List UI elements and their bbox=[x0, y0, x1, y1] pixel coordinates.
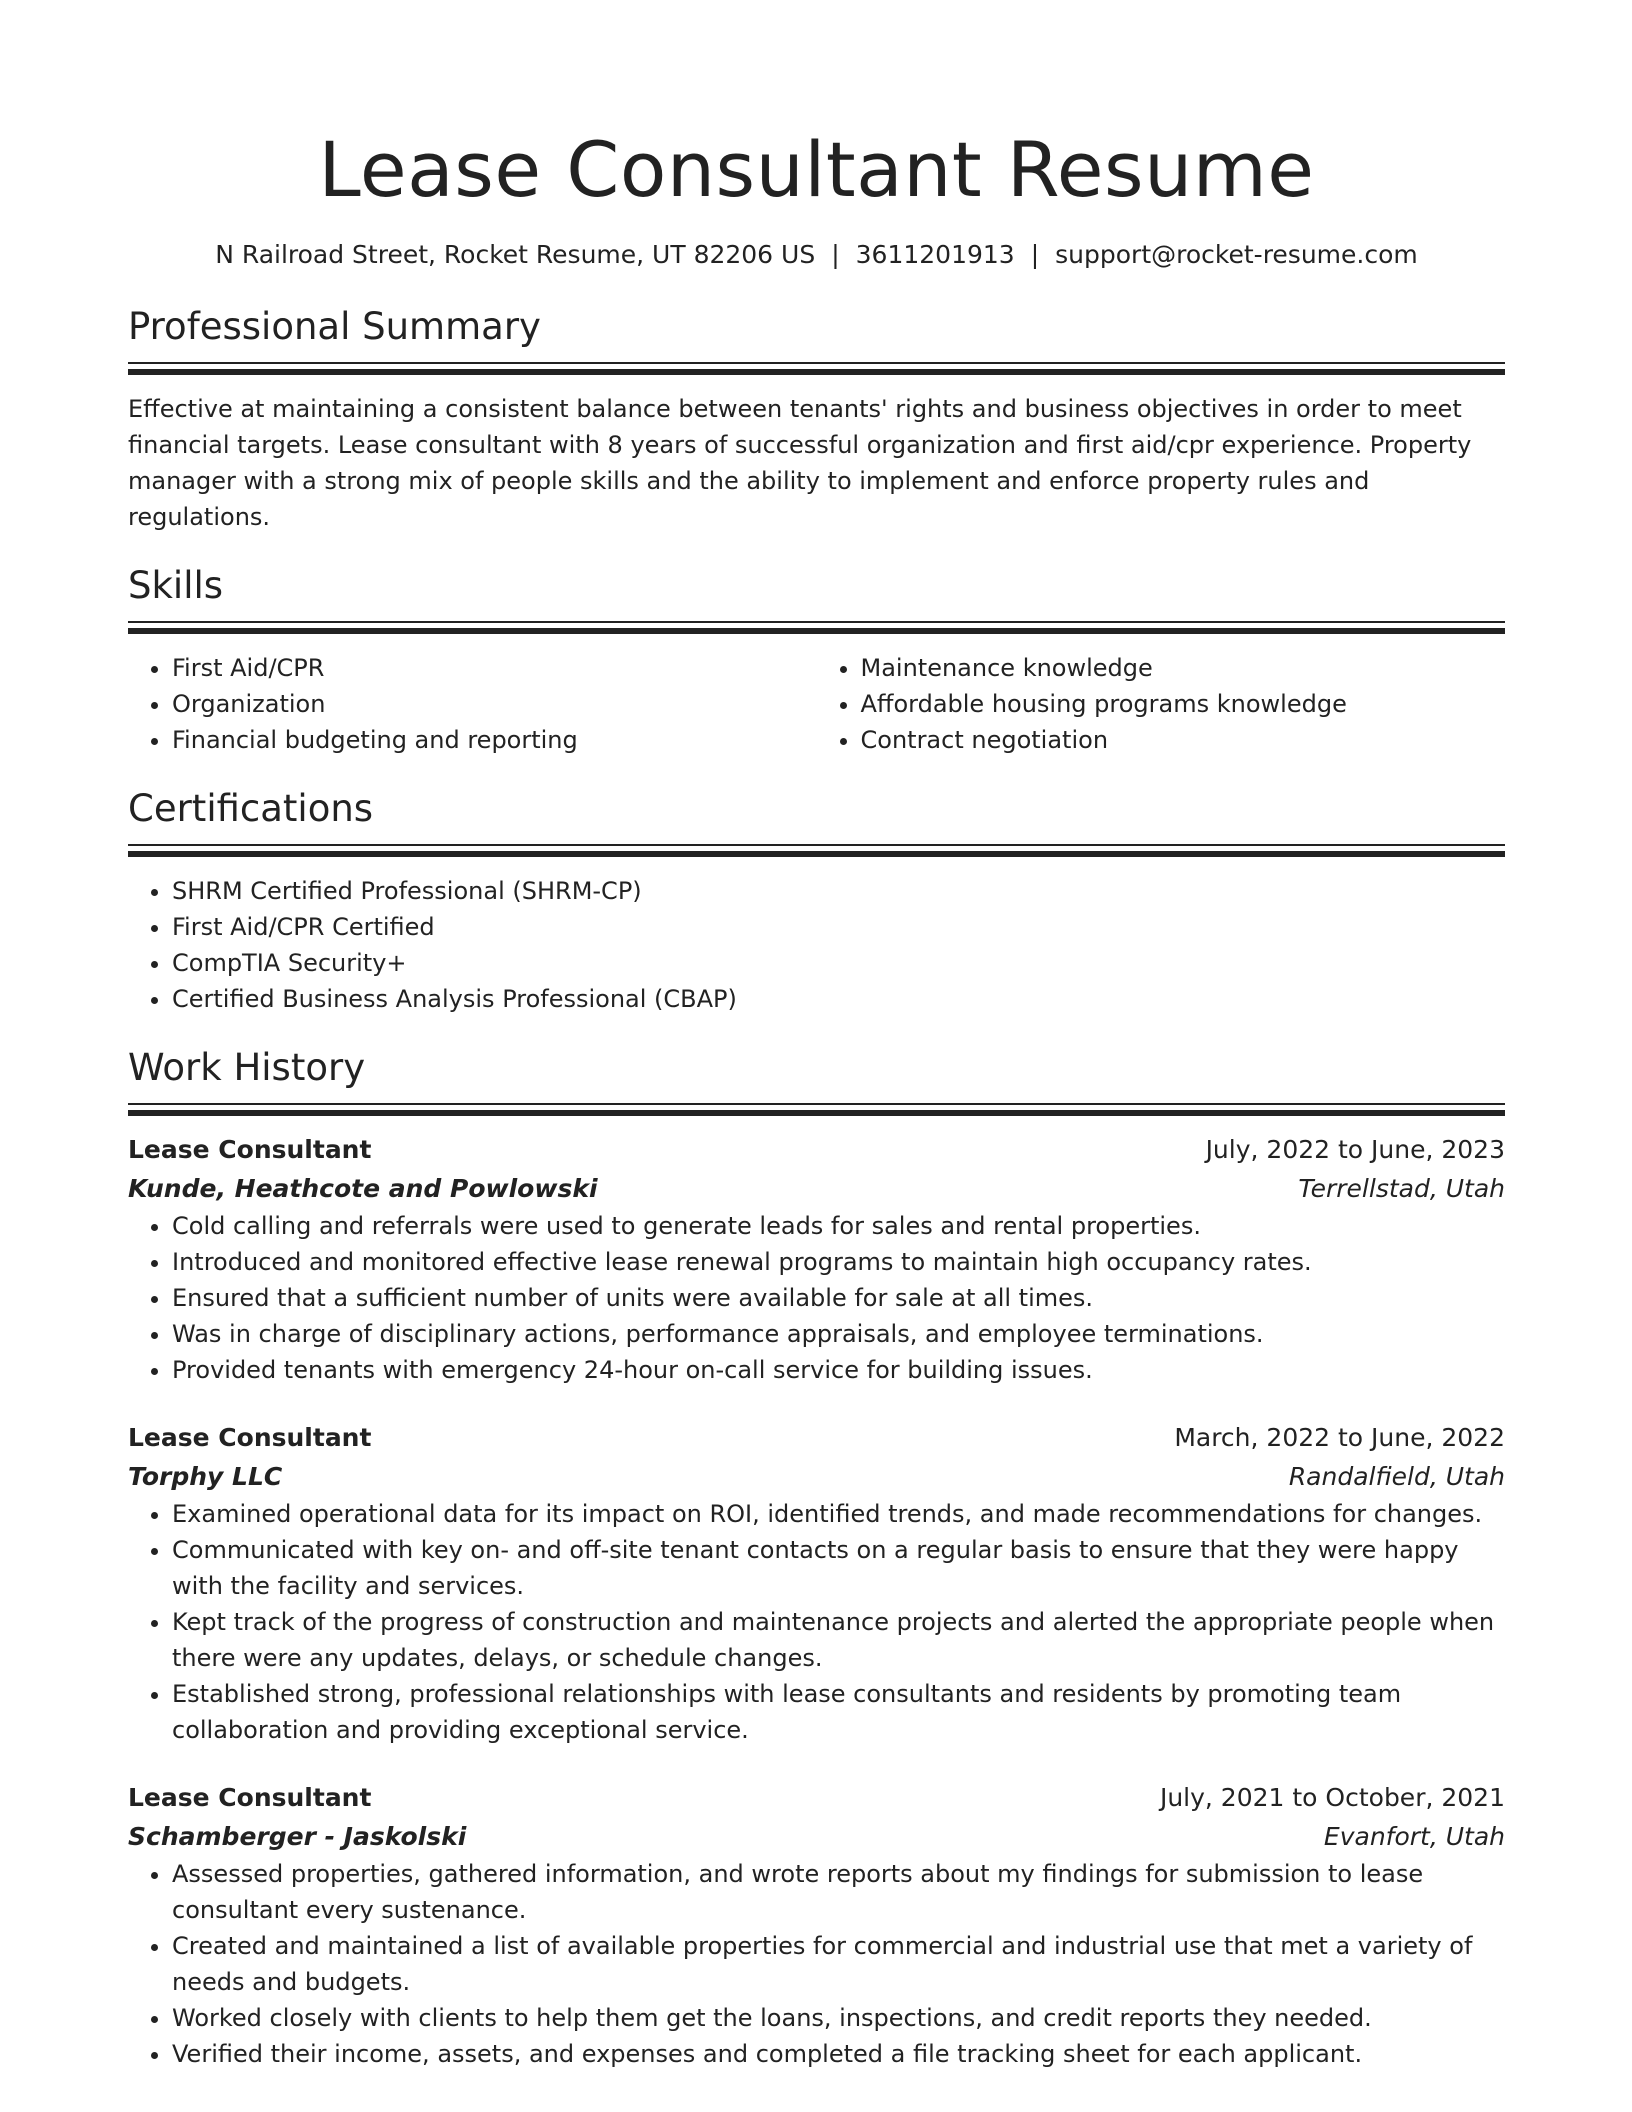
section-heading: Certifications bbox=[128, 787, 374, 830]
job-bullet: • Worked closely with clients to help them get the loans, inspections, and credit reports they needed. bbox=[172, 2000, 1505, 2036]
skills-columns bbox=[128, 650, 1505, 758]
job-bullet: • Provided tenants with emergency 24-hour on-call service for building issues. bbox=[172, 1352, 1505, 1388]
job-company: Torphy LLC bbox=[128, 1462, 283, 1491]
job-bullets bbox=[128, 1856, 1505, 2072]
skill-item: • First Aid/CPR bbox=[172, 650, 817, 686]
job-bullet: • Kept track of the progress of construction and maintenance projects and alerted the appropriate people when there were any updates, delays, or schedule changes. bbox=[172, 1604, 1505, 1676]
certification-item: • SHRM Certified Professional (SHRM-CP) bbox=[172, 873, 1505, 909]
work-history-section bbox=[128, 1043, 1505, 2072]
job-subheader bbox=[128, 1458, 1505, 1496]
section-divider bbox=[128, 362, 1505, 375]
job-subheader bbox=[128, 1170, 1505, 1208]
job-bullet: • Created and maintained a list of available properties for commercial and industrial use that met a variety of needs and budgets. bbox=[172, 1928, 1505, 2000]
job-title: Lease Consultant bbox=[128, 1423, 372, 1452]
job-company: Schamberger - Jaskolski bbox=[128, 1822, 467, 1851]
contact-separator: | bbox=[831, 240, 840, 269]
contact-separator: | bbox=[1030, 240, 1040, 269]
skill-item: • Affordable housing programs knowledge bbox=[861, 686, 1506, 722]
section-divider bbox=[128, 621, 1505, 634]
job-entry bbox=[128, 1418, 1505, 1748]
page-title: Lease Consultant Resume bbox=[318, 125, 1315, 214]
section-divider bbox=[128, 844, 1505, 857]
job-header bbox=[128, 1778, 1505, 1818]
job-header bbox=[128, 1418, 1505, 1458]
job-bullet: • Established strong, professional relationships with lease consultants and residents by promoting team collaboration and providing exceptional service. bbox=[172, 1676, 1505, 1748]
job-dates: March, 2022 to June, 2022 bbox=[1174, 1423, 1505, 1452]
certification-item: • Certified Business Analysis Professional (CBAP) bbox=[172, 981, 1505, 1017]
job-bullet: • Examined operational data for its impact on ROI, identified trends, and made recommendations for changes. bbox=[172, 1496, 1505, 1532]
job-location: Terrellstad, Utah bbox=[1298, 1174, 1505, 1203]
section-divider bbox=[128, 1103, 1505, 1116]
job-bullet: • Communicated with key on- and off-site tenant contacts on a regular basis to ensure that they were happy with the facility and services. bbox=[172, 1532, 1505, 1604]
skill-item: • Contract negotiation bbox=[861, 722, 1506, 758]
job-title: Lease Consultant bbox=[128, 1135, 372, 1164]
summary-text: Effective at maintaining a consistent balance between tenants' rights and business objectives in order to meet financial targets. Lease consultant with 8 years of successful organization and first aid/cpr experience. Property manager with a strong mix of people skills and the ability to implement and enforce property rules and regulations. bbox=[128, 395, 1472, 531]
job-entry bbox=[128, 1778, 1505, 2072]
skill-item: • Organization bbox=[172, 686, 817, 722]
job-dates: July, 2022 to June, 2023 bbox=[1205, 1135, 1505, 1164]
job-bullet: • Cold calling and referrals were used to generate leads for sales and rental properties. bbox=[172, 1208, 1505, 1244]
certifications-list bbox=[128, 873, 1505, 1017]
section-heading: Professional Summary bbox=[128, 305, 541, 348]
contact-address: N Railroad Street, Rocket Resume, UT 82206 US bbox=[215, 240, 816, 269]
certifications-section bbox=[128, 784, 1505, 1017]
job-company: Kunde, Heathcote and Powlowski bbox=[128, 1174, 598, 1203]
job-subheader bbox=[128, 1818, 1505, 1856]
skill-item: • Maintenance knowledge bbox=[861, 650, 1506, 686]
job-bullets bbox=[128, 1496, 1505, 1748]
job-bullet: • Introduced and monitored effective lease renewal programs to maintain high occupancy rates. bbox=[172, 1244, 1505, 1280]
job-location: Randalfield, Utah bbox=[1288, 1462, 1505, 1491]
summary-section bbox=[128, 302, 1505, 535]
job-bullet: • Assessed properties, gathered information, and wrote reports about my findings for submission to lease consultant every sustenance. bbox=[172, 1856, 1505, 1928]
job-entry bbox=[128, 1130, 1505, 1388]
contact-email: support@rocket-resume.com bbox=[1055, 240, 1418, 269]
skills-list-left bbox=[128, 650, 817, 758]
skills-section bbox=[128, 561, 1505, 758]
section-heading: Skills bbox=[128, 564, 224, 607]
contact-line bbox=[128, 238, 1505, 272]
job-dates: July, 2021 to October, 2021 bbox=[1159, 1783, 1505, 1812]
certification-item: • CompTIA Security+ bbox=[172, 945, 1505, 981]
job-header bbox=[128, 1130, 1505, 1170]
job-bullets bbox=[128, 1208, 1505, 1388]
contact-phone: 3611201913 bbox=[855, 240, 1015, 269]
job-bullet: • Was in charge of disciplinary actions, performance appraisals, and employee terminations. bbox=[172, 1316, 1505, 1352]
skills-list-right bbox=[817, 650, 1506, 758]
certification-item: • First Aid/CPR Certified bbox=[172, 909, 1505, 945]
section-heading: Work History bbox=[128, 1046, 366, 1089]
skill-item: • Financial budgeting and reporting bbox=[172, 722, 817, 758]
resume-content bbox=[128, 120, 1505, 2072]
job-location: Evanfort, Utah bbox=[1323, 1822, 1505, 1851]
job-title: Lease Consultant bbox=[128, 1783, 372, 1812]
job-bullet: • Ensured that a sufficient number of units were available for sale at all times. bbox=[172, 1280, 1505, 1316]
job-bullet: • Verified their income, assets, and expenses and completed a file tracking sheet for each applicant. bbox=[172, 2036, 1505, 2072]
